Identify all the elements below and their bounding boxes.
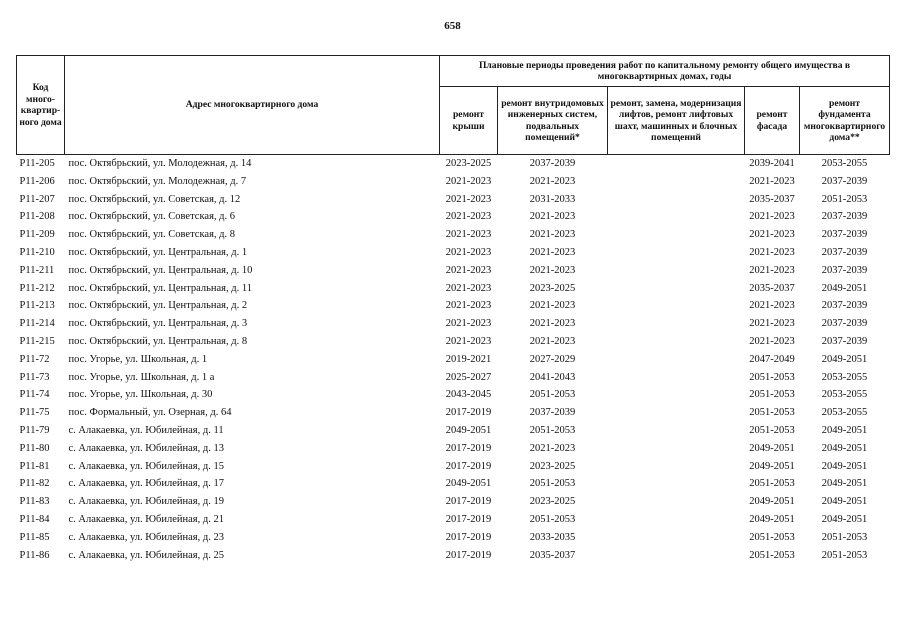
cell-foundation: 2053-2055 — [821, 158, 868, 169]
cell-address: с. Алакаевка, ул. Юбилейная, д. 17 — [68, 478, 224, 490]
cell-roof: 2017-2019 — [445, 442, 492, 454]
cell-foundation: 2049-2051 — [821, 460, 868, 472]
table-row — [17, 280, 890, 298]
cell-facade: 2049-2051 — [749, 460, 795, 472]
cell-foundation: 2037-2039 — [821, 264, 868, 276]
cell-code: Р11-72 — [19, 353, 50, 365]
cell-code: Р11-73 — [19, 371, 50, 383]
cell-engineering: 2027-2029 — [529, 353, 576, 365]
cell-address: пос. Угорье, ул. Школьная, д. 1 — [68, 353, 208, 365]
page-number: 658 — [444, 20, 461, 32]
cell-elevators — [608, 404, 745, 422]
cell-elevators — [608, 529, 745, 547]
cell-facade: 2049-2051 — [749, 513, 795, 525]
cell-roof: 2021-2023 — [445, 300, 492, 312]
cell-facade: 2035-2037 — [749, 193, 795, 205]
cell-code: Р11-211 — [19, 264, 55, 276]
table-header — [17, 56, 890, 155]
cell-facade: 2049-2051 — [749, 442, 795, 454]
cell-facade: 2021-2023 — [749, 318, 795, 330]
table-row — [17, 422, 890, 440]
cell-code: Р11-79 — [19, 424, 50, 436]
cell-foundation: 2051-2053 — [821, 531, 868, 543]
cell-engineering: 2023-2025 — [529, 460, 576, 472]
cell-foundation: 2049-2051 — [821, 442, 868, 454]
table-row — [17, 173, 890, 191]
header-row-top — [17, 56, 890, 87]
cell-address: пос. Октябрьский, ул. Советская, д. 8 — [68, 229, 235, 241]
cell-facade: 2021-2023 — [749, 264, 795, 276]
cell-engineering: 2023-2025 — [529, 496, 576, 508]
cell-address: с. Алакаевка, ул. Юбилейная, д. 13 — [68, 442, 224, 454]
cell-engineering: 2021-2023 — [529, 229, 576, 241]
cell-code: Р11-209 — [19, 229, 55, 241]
cell-elevators — [608, 191, 745, 209]
cell-code: Р11-215 — [19, 335, 55, 347]
cell-address: с. Алакаевка, ул. Юбилейная, д. 23 — [68, 531, 224, 543]
cell-foundation: 2049-2051 — [821, 353, 868, 365]
cell-address: пос. Формальный, ул. Озерная, д. 64 — [68, 407, 232, 419]
cell-engineering: 2021-2023 — [529, 335, 576, 347]
cell-engineering: 2021-2023 — [529, 442, 576, 454]
cell-elevators — [608, 262, 745, 280]
table-row — [17, 297, 890, 315]
cell-facade: 2051-2053 — [749, 531, 795, 543]
cell-facade: 2021-2023 — [749, 211, 795, 223]
cell-facade: 2021-2023 — [749, 246, 795, 258]
cell-foundation: 2049-2051 — [821, 496, 868, 508]
table-row — [17, 315, 890, 333]
cell-elevators — [608, 440, 745, 458]
table-row — [17, 369, 890, 387]
cell-roof: 2021-2023 — [445, 211, 492, 223]
cell-roof: 2021-2023 — [445, 229, 492, 241]
cell-code: Р11-213 — [19, 300, 55, 312]
header-address: Адрес многоквартирного дома — [65, 56, 440, 155]
cell-foundation: 2049-2051 — [821, 478, 868, 490]
cell-address: пос. Октябрьский, ул. Центральная, д. 10 — [68, 264, 253, 276]
table-row — [17, 547, 890, 565]
table-row — [17, 386, 890, 404]
cell-elevators — [608, 369, 745, 387]
table-row — [17, 208, 890, 226]
cell-engineering: 2051-2053 — [529, 424, 576, 436]
cell-foundation: 2037-2039 — [821, 335, 868, 347]
cell-elevators — [608, 458, 745, 476]
cell-engineering: 2035-2037 — [529, 549, 576, 561]
header-periods: Плановые периоды проведения работ по капитальному ремонту общего имущества в многоквартирных домах, годы — [440, 56, 890, 87]
cell-facade: 2051-2053 — [749, 549, 795, 561]
cell-facade: 2021-2023 — [749, 335, 795, 347]
table-row — [17, 475, 890, 493]
cell-address: пос. Октябрьский, ул. Советская, д. 6 — [68, 211, 235, 223]
cell-code: Р11-86 — [19, 549, 50, 561]
cell-code: Р11-210 — [19, 246, 55, 258]
cell-address: пос. Октябрьский, ул. Центральная, д. 8 — [68, 335, 248, 347]
cell-code: Р11-206 — [19, 175, 55, 187]
cell-elevators — [608, 208, 745, 226]
cell-facade: 2051-2053 — [749, 389, 795, 401]
cell-foundation: 2037-2039 — [821, 211, 868, 223]
header-engineering: ремонт внутридомовых инженерных систем, подвальных помещений* — [498, 87, 608, 155]
cell-facade: 2039-2041 — [749, 158, 795, 169]
cell-facade: 2035-2037 — [749, 282, 795, 294]
cell-elevators — [608, 547, 745, 565]
cell-address: с. Алакаевка, ул. Юбилейная, д. 11 — [68, 424, 224, 436]
cell-code: Р11-208 — [19, 211, 55, 223]
cell-address: пос. Октябрьский, ул. Центральная, д. 11 — [68, 282, 252, 294]
cell-code: Р11-82 — [19, 478, 50, 490]
cell-roof: 2021-2023 — [445, 264, 492, 276]
table-body — [17, 155, 890, 565]
cell-foundation: 2053-2055 — [821, 371, 868, 383]
cell-foundation: 2037-2039 — [821, 229, 868, 241]
table-row — [17, 511, 890, 529]
cell-engineering: 2037-2039 — [529, 407, 576, 419]
cell-engineering: 2051-2053 — [529, 478, 576, 490]
cell-code: Р11-205 — [19, 158, 55, 169]
cell-engineering: 2021-2023 — [529, 264, 576, 276]
table-row — [17, 493, 890, 511]
cell-roof: 2025-2027 — [445, 371, 492, 383]
cell-foundation: 2037-2039 — [821, 175, 868, 187]
cell-facade: 2049-2051 — [749, 496, 795, 508]
cell-address: с. Алакаевка, ул. Юбилейная, д. 15 — [68, 460, 224, 472]
table-row — [17, 351, 890, 369]
table-row — [17, 244, 890, 262]
table-row — [17, 529, 890, 547]
cell-foundation: 2051-2053 — [821, 549, 868, 561]
header-foundation: ремонт фундамента многоквартирного дома** — [800, 87, 890, 155]
cell-elevators — [608, 422, 745, 440]
cell-engineering: 2031-2033 — [529, 193, 576, 205]
header-elevators: ремонт, замена, модернизация лифтов, ремонт лифтовых шахт, машинных и блочных помещений — [608, 87, 745, 155]
cell-address: пос. Октябрьский, ул. Центральная, д. 1 — [68, 246, 248, 258]
cell-engineering: 2051-2053 — [529, 513, 576, 525]
cell-elevators — [608, 386, 745, 404]
cell-elevators — [608, 351, 745, 369]
cell-facade: 2051-2053 — [749, 478, 795, 490]
cell-roof: 2023-2025 — [445, 158, 492, 169]
cell-elevators — [608, 173, 745, 191]
cell-roof: 2021-2023 — [445, 193, 492, 205]
cell-elevators — [608, 511, 745, 529]
cell-roof: 2017-2019 — [445, 531, 492, 543]
cell-foundation: 2049-2051 — [821, 282, 868, 294]
cell-elevators — [608, 297, 745, 315]
cell-elevators — [608, 315, 745, 333]
cell-roof: 2021-2023 — [445, 246, 492, 258]
cell-code: Р11-214 — [19, 318, 55, 330]
cell-roof: 2049-2051 — [445, 424, 492, 436]
cell-roof: 2021-2023 — [445, 282, 492, 294]
cell-roof: 2017-2019 — [445, 407, 492, 419]
table-row — [17, 262, 890, 280]
cell-foundation: 2037-2039 — [821, 246, 868, 258]
cell-engineering: 2021-2023 — [529, 175, 576, 187]
cell-address: пос. Октябрьский, ул. Молодежная, д. 7 — [68, 175, 247, 187]
cell-engineering: 2041-2043 — [529, 371, 576, 383]
table-row — [17, 155, 890, 173]
cell-engineering: 2033-2035 — [529, 531, 576, 543]
cell-facade: 2051-2053 — [749, 371, 795, 383]
cell-engineering: 2037-2039 — [529, 158, 576, 169]
cell-address: с. Алакаевка, ул. Юбилейная, д. 19 — [68, 496, 224, 508]
cell-address: пос. Октябрьский, ул. Центральная, д. 3 — [68, 318, 248, 330]
cell-roof: 2017-2019 — [445, 496, 492, 508]
cell-engineering: 2021-2023 — [529, 246, 576, 258]
cell-foundation: 2053-2055 — [821, 389, 868, 401]
cell-engineering: 2021-2023 — [529, 300, 576, 312]
cell-facade: 2051-2053 — [749, 407, 795, 419]
table-row — [17, 440, 890, 458]
cell-address: пос. Октябрьский, ул. Центральная, д. 2 — [68, 300, 248, 312]
header-roof: ремонт крыши — [440, 87, 498, 155]
cell-code: Р11-84 — [19, 513, 50, 525]
cell-foundation: 2051-2053 — [821, 193, 868, 205]
table-row — [17, 226, 890, 244]
cell-roof: 2021-2023 — [445, 175, 492, 187]
cell-roof: 2017-2019 — [445, 549, 492, 561]
cell-foundation: 2053-2055 — [821, 407, 868, 419]
cell-foundation: 2049-2051 — [821, 513, 868, 525]
cell-engineering: 2021-2023 — [529, 211, 576, 223]
cell-elevators — [608, 226, 745, 244]
cell-address: пос. Октябрьский, ул. Молодежная, д. 14 — [68, 158, 252, 169]
cell-elevators — [608, 155, 745, 173]
cell-code: Р11-212 — [19, 282, 55, 294]
cell-address: с. Алакаевка, ул. Юбилейная, д. 25 — [68, 549, 224, 561]
cell-code: Р11-80 — [19, 442, 50, 454]
cell-code: Р11-74 — [19, 389, 50, 401]
cell-engineering: 2021-2023 — [529, 318, 576, 330]
cell-engineering: 2023-2025 — [529, 282, 576, 294]
cell-elevators — [608, 333, 745, 351]
cell-facade: 2047-2049 — [749, 353, 795, 365]
table-row — [17, 404, 890, 422]
cell-engineering: 2051-2053 — [529, 389, 576, 401]
cell-facade: 2021-2023 — [749, 175, 795, 187]
cell-roof: 2019-2021 — [445, 353, 492, 365]
table-row — [17, 333, 890, 351]
cell-code: Р11-81 — [19, 460, 50, 472]
cell-address: пос. Угорье, ул. Школьная, д. 30 — [68, 389, 213, 401]
capital-repair-table — [16, 55, 890, 564]
cell-roof: 2043-2045 — [445, 389, 492, 401]
cell-address: пос. Угорье, ул. Школьная, д. 1 а — [68, 371, 215, 383]
cell-roof: 2017-2019 — [445, 513, 492, 525]
cell-facade: 2021-2023 — [749, 229, 795, 241]
cell-elevators — [608, 244, 745, 262]
table-row — [17, 458, 890, 476]
cell-elevators — [608, 475, 745, 493]
table-row — [17, 191, 890, 209]
header-code: Код много-квартир-ного дома — [17, 56, 65, 155]
cell-foundation: 2037-2039 — [821, 300, 868, 312]
cell-elevators — [608, 280, 745, 298]
cell-address: пос. Октябрьский, ул. Советская, д. 12 — [68, 193, 241, 205]
cell-roof: 2049-2051 — [445, 478, 492, 490]
cell-address: с. Алакаевка, ул. Юбилейная, д. 21 — [68, 513, 224, 525]
cell-code: Р11-207 — [19, 193, 55, 205]
cell-roof: 2017-2019 — [445, 460, 492, 472]
cell-foundation: 2049-2051 — [821, 424, 868, 436]
cell-code: Р11-75 — [19, 407, 50, 419]
cell-facade: 2021-2023 — [749, 300, 795, 312]
cell-roof: 2021-2023 — [445, 318, 492, 330]
header-facade: ремонт фасада — [745, 87, 800, 155]
cell-code: Р11-85 — [19, 531, 50, 543]
cell-foundation: 2037-2039 — [821, 318, 868, 330]
cell-facade: 2051-2053 — [749, 424, 795, 436]
cell-elevators — [608, 493, 745, 511]
cell-code: Р11-83 — [19, 496, 50, 508]
cell-roof: 2021-2023 — [445, 335, 492, 347]
